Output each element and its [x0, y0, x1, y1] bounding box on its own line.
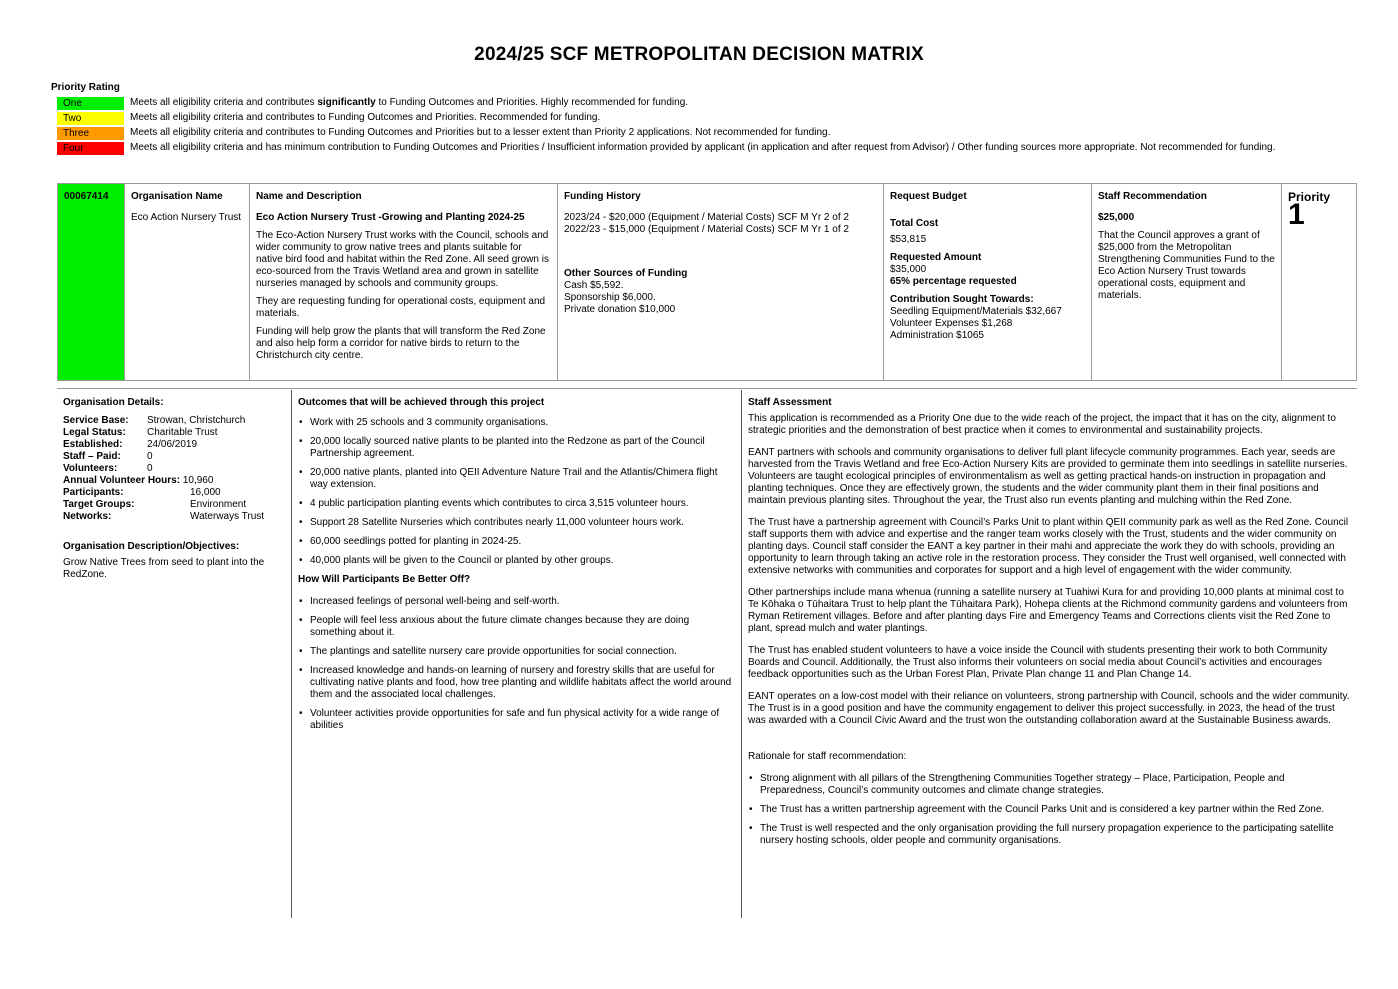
legend-row-one — [57, 97, 1317, 110]
org-name-heading: Organisation Name — [131, 191, 223, 202]
application-id: 00067414 — [58, 184, 125, 381]
detail-row: Legal Status: Charitable Trust — [63, 427, 218, 438]
staff-assessment-heading: Staff Assessment — [748, 397, 832, 408]
org-name-cell — [125, 184, 250, 381]
staff-recommendation-text: That the Council approves a grant of $25,000 from the Metropolitan Strengthening Communities Fund to the Eco Action Nursery Trust towards operational costs, equipment and materials. — [1098, 230, 1275, 301]
assessment-paragraph: Other partnerships include mana whenua (running a satellite nursery at Tuahiwi Kura for and providing 10,000 plants at minimal cost to Te Kōhaka o Tūhaitara Trust to help plant the Tūhaitara Park), Hohepa clients at the Richmond community gardens and volunteers from Ryman Retirement villages. Before and after planting days Fire and Emergency Teams and Corrections clients visit the Red Zone to plant, spread mulch and water plantings. — [748, 587, 1348, 634]
outcome-item: • 60,000 seedlings potted for planting in 2024-25. — [298, 536, 734, 548]
outcome-item: • Support 28 Satellite Nurseries which contributes nearly 11,000 volunteer hours work. — [298, 517, 734, 529]
assessment-paragraph: EANT partners with schools and community organisations to deliver full plant lifecycle community programmes. Each year, seeds are harvested from the Travis Wetland and free Eco-Action Nursery Kits are provided to germinate them into seedlings in satellite nurseries. Volunteers are taught ecological principles of environmentalism as well as getting practical hands-on instruction in propagation and planting techniques. Once they are effectively grown, the students and the wider community plant them in their final positions and maintain previous planting sites. Throughout the year, the Trust also run events planting and mulching within the Red Zone. — [748, 447, 1348, 506]
staff-recommendation-heading: Staff Recommendation — [1098, 191, 1207, 202]
staff-recommendation-amount: $25,000 — [1098, 212, 1135, 223]
percentage-requested: 65% percentage requested — [890, 276, 1017, 287]
total-cost-value: $53,815 — [890, 234, 927, 245]
better-off-heading: How Will Participants Be Better Off? — [298, 574, 471, 585]
better-off-item: • People will feel less anxious about the future climate changes because they are doing something about it. — [298, 615, 734, 639]
total-cost-label: Total Cost — [890, 218, 939, 229]
legend-desc-four: Meets all eligibility criteria and has minimum contribution to Funding Outcomes and Priorities / Insufficient information provided by applicant (in application and after request from Advisor) / Other funding sources more appropriate. Not recommended for funding. — [130, 142, 1276, 153]
priority-heading: Priority — [1288, 190, 1331, 204]
priority-legend — [57, 97, 1317, 157]
funding-history-cell — [558, 184, 884, 381]
outcomes-list — [298, 417, 734, 567]
outcome-item: • 40,000 plants will be given to the Council or planted by other groups. — [298, 555, 734, 567]
column-divider — [291, 390, 292, 918]
detail-row: Established: 24/06/2019 — [63, 439, 198, 450]
funding-history-heading: Funding History — [564, 191, 641, 202]
org-description: Grow Native Trees from seed to plant into the RedZone. — [63, 557, 265, 580]
legend-desc-two: Meets all eligibility criteria and contributes to Funding Outcomes and Priorities. Recommended for funding. — [130, 112, 601, 123]
detail-row: Networks: Waterways Trust — [63, 511, 265, 522]
org-details-column — [63, 397, 285, 581]
assessment-paragraph: The Trust has enabled student volunteers to have a voice inside the Council with students presenting their work to both Community Boards and Council. Additionally, the Trust also informs their volunteers on social media about Council’s activities and encourages feedback opportunities such as the Urban Forest Plan, Private Plan change 11 and Plan Change 14. — [748, 645, 1328, 680]
legend-row-four — [57, 142, 1317, 155]
outcome-item: • 20,000 native plants, planted into QEII Adventure Nature Trail and the Atlantis/Chimera flight way extension. — [298, 467, 734, 491]
better-off-item: • The plantings and satellite nursery care provide opportunities for social connection. — [298, 646, 734, 658]
funding-history-item: 2022/23 - $15,000 (Equipment / Material Costs) SCF M Yr 1 of 2 — [564, 224, 849, 235]
detail-row: Staff – Paid: 0 — [63, 451, 153, 462]
rationale-item: • The Trust has a written partnership agreement with the Council Parks Unit and is considered a key partner within the Red Zone. — [748, 804, 1352, 816]
contribution-item: Administration $1065 — [890, 330, 984, 341]
other-source-item: Cash $5,592. — [564, 280, 624, 291]
org-name: Eco Action Nursery Trust — [131, 212, 242, 223]
rationale-heading: Rationale for staff recommendation: — [748, 751, 907, 762]
assessment-paragraph: EANT operates on a low-cost model with their reliance on volunteers, strong partnership with Council, schools and the wider community. The Trust is in a good position and have the community engagement to deliver this project successfully. in 2023, the head of the trust was awarded with a Council Civic Award and the trust won the outstanding collaboration award at the Sustainable Business awards. — [748, 691, 1350, 726]
priority-rating-heading: Priority Rating — [51, 82, 120, 93]
detail-row: Volunteers: 0 — [63, 463, 153, 474]
legend-row-three — [57, 127, 1317, 140]
contribution-label: Contribution Sought Towards: — [890, 294, 1034, 305]
other-source-item: Sponsorship $6,000. — [564, 292, 656, 303]
column-divider — [741, 390, 742, 918]
rationale-item: • Strong alignment with all pillars of the Strengthening Communities Together strategy – Place, Participation, People and Preparedness, Council’s community outcomes and climate change strategies. — [748, 773, 1352, 797]
outcome-item: • Work with 25 schools and 3 community organisations. — [298, 417, 734, 429]
better-off-item: • Volunteer activities provide opportunities for safe and fun physical activity for a wide range of abilities — [298, 708, 734, 732]
priority-value: 1 — [1288, 198, 1305, 231]
org-details-heading: Organisation Details: — [63, 397, 164, 408]
swatch-one: One — [57, 97, 124, 110]
org-description-heading: Organisation Description/Objectives: — [63, 541, 240, 552]
detail-row: Target Groups: Environment — [63, 499, 247, 510]
swatch-four: Four — [57, 142, 124, 155]
request-budget-heading: Request Budget — [890, 191, 967, 202]
request-budget-cell — [884, 184, 1092, 381]
funding-history-item: 2023/24 - $20,000 (Equipment / Material Costs) SCF M Yr 2 of 2 — [564, 212, 849, 223]
contribution-item: Seedling Equipment/Materials $32,667 — [890, 306, 1062, 317]
assessment-paragraph: This application is recommended as a Priority One due to the wide reach of the project, the impact that it has on the city, alignment to strategic priorities and the demonstration of best practice when it comes to environmental and sustainability projects. — [748, 413, 1336, 436]
detail-row: Service Base: Strowan, Christchurch — [63, 415, 246, 426]
swatch-two: Two — [57, 112, 124, 125]
other-source-item: Private donation $10,000 — [564, 304, 676, 315]
name-description-cell — [250, 184, 558, 381]
name-description-heading: Name and Description — [256, 191, 362, 202]
requested-amount-value: $35,000 — [890, 264, 927, 275]
rationale-item: • The Trust is well respected and the only organisation providing the full nursery propagation experience to the participating satellite nursery hosting schools, older people and community organisations. — [748, 823, 1352, 847]
project-desc-3: Funding will help grow the plants that will transform the Red Zone and also help form a corridor for native birds to return to the Christchurch city centre. — [256, 326, 546, 361]
org-details-table-2 — [63, 487, 264, 523]
outcome-item: • 20,000 locally sourced native plants to be planted into the Redzone as part of the Council Partnership agreement. — [298, 436, 734, 460]
staff-assessment-column — [748, 397, 1352, 854]
better-off-item: • Increased knowledge and hands-on learning of nursery and forestry skills that are useful for cultivating native plants and food, how tree planting and wildlife habitats affect the world around them and the associated local challenges. — [298, 665, 734, 701]
requested-amount-label: Requested Amount — [890, 252, 982, 263]
project-desc-1: The Eco-Action Nursery Trust works with the Council, schools and wider community to grow native trees and plants suitable for native bird food and habitat within the Red Zone. All seed grown is eco-sourced from the Travis Wetland area and grown in satellite nurseries managed by schools and community groups. — [256, 230, 549, 289]
priority-cell — [1282, 184, 1357, 381]
outcome-item: • 4 public participation planting events which contributes to circa 3,515 volunteer hours. — [298, 498, 734, 510]
outcomes-heading: Outcomes that will be achieved through this project — [298, 397, 545, 408]
staff-recommendation-cell — [1092, 184, 1282, 381]
rationale-list — [748, 773, 1352, 847]
outcomes-column — [298, 397, 734, 739]
annual-volunteer-hours: Annual Volunteer Hours: 10,960 — [63, 475, 214, 486]
org-details-table — [63, 415, 245, 475]
legend-desc-one: Meets all eligibility criteria and contributes significantly to Funding Outcomes and Priorities. Highly recommended for funding. — [130, 97, 689, 108]
better-off-list — [298, 596, 734, 732]
application-summary-table — [57, 183, 1357, 381]
legend-desc-three: Meets all eligibility criteria and contributes to Funding Outcomes and Priorities but to a lesser extent than Priority 2 applications. Not recommended for funding. — [130, 127, 831, 138]
project-desc-2: They are requesting funding for operational costs, equipment and materials. — [256, 296, 546, 319]
detail-row: Participants: 16,000 — [63, 487, 221, 498]
section-divider — [57, 388, 1357, 389]
contribution-item: Volunteer Expenses $1,268 — [890, 318, 1013, 329]
page-title: 2024/25 SCF METROPOLITAN DECISION MATRIX — [474, 44, 924, 65]
better-off-item: • Increased feelings of personal well-being and self-worth. — [298, 596, 734, 608]
swatch-three: Three — [57, 127, 124, 140]
other-sources-heading: Other Sources of Funding — [564, 268, 688, 279]
project-title: Eco Action Nursery Trust -Growing and Planting 2024-25 — [256, 212, 525, 223]
legend-row-two — [57, 112, 1317, 125]
assessment-paragraph: The Trust have a partnership agreement with Council’s Parks Unit to plant within QEII community park as well as the Red Zone. Council staff supports them with advice and expertise and the ranger team works closely with the Trust, students and the wider community on planting days. Council staff consider the EANT a key partner in their mahi and appreciate the work they do with schools, providing an opportunity to learn through taking an active role in the restoration process. They consider the Trust well organised, well connected with extensive networks with communities and corporates for support and a high level of engagement with the wider community. — [748, 517, 1349, 576]
